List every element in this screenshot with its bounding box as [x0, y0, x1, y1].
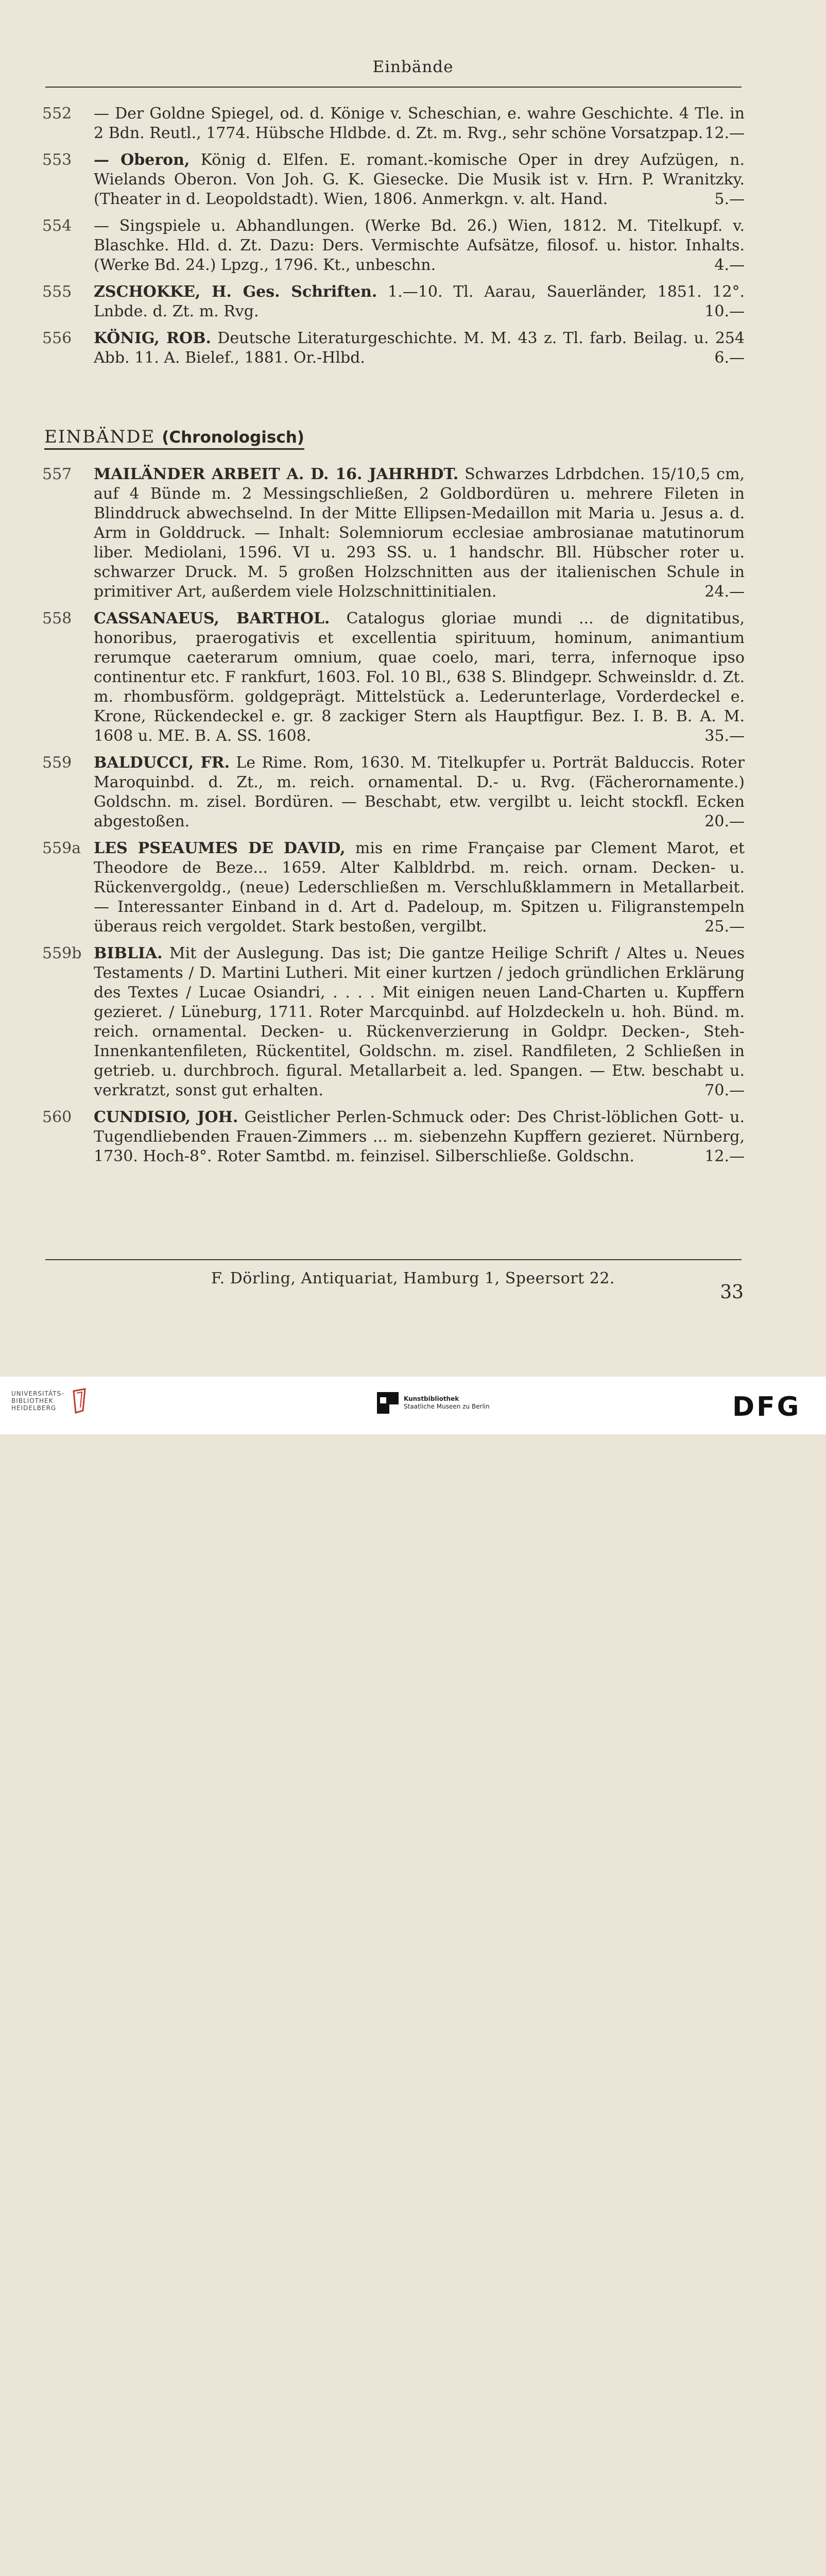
entry-body [94, 216, 745, 275]
entries-list-b [42, 465, 745, 1174]
entry-text: 1.—10. Tl. Aarau, Sauerländer, 1851. 12°. Lnbde. d. Zt. m. Rvg. [94, 283, 745, 320]
entry-body [94, 150, 745, 209]
entry-body [94, 839, 745, 937]
kb-line-2: Staatliche Museen zu Berlin [404, 1403, 490, 1410]
running-head: Einbände [372, 58, 454, 76]
entry-body [94, 1108, 745, 1166]
kunstbibliothek-logo[interactable] [377, 1392, 490, 1414]
entry-text: — Der Goldne Spiegel, od. d. Könige v. Scheschian, e. wahre Geschichte. 4 Tle. in 2 Bdn. Reutl., 1774. Hübsche Hldbde. d. Zt. m. Rvg., sehr schöne Vorsatzpap. [94, 105, 745, 142]
catalog-entry [42, 753, 745, 832]
entry-number: 559a [42, 839, 81, 857]
page-number: 33 [720, 1282, 744, 1303]
entry-heading: BIBLIA. [94, 944, 163, 962]
catalog-entry [42, 282, 745, 321]
entry-number: 555 [42, 283, 72, 301]
catalog-entry [42, 150, 745, 209]
entry-body [94, 609, 745, 746]
header-rule [45, 87, 742, 88]
kunstbibliothek-text [404, 1395, 490, 1411]
entry-text: Le Rime. Rom, 1630. M. Titelkupfer u. Porträt Balduccis. Roter Maroquinbd. d. Zt., m. reich. ornamental. D.- u. Rvg. (Fächerornamente.) Goldschn. m. zisel. Bordüren. — Beschabt, etw. vergilbt u. leicht stockfl. Ecken abgestoßen. [94, 754, 745, 831]
entry-number: 553 [42, 151, 72, 169]
dfg-logo[interactable] [732, 1391, 815, 1422]
entry-price: 5.— [714, 190, 745, 208]
digitization-bar [0, 1377, 826, 1434]
catalog-entry [42, 104, 745, 143]
entries-list-a [42, 104, 745, 375]
entry-text: mis en rime Française par Clement Marot, et Theodore de Beze... 1659. Alter Kalbldrbd. m. reich. ornam. Decken- u. Rückenvergoldg., (neue) Lederschließen m. Verschlußklammern in Metallarbeit. — Interessanter Einband in d. Art d. Padeloup, m. Spitzen u. Filigranstempeln überaus reich vergoldet. Stark bestoßen, vergilbt. [94, 839, 745, 936]
entry-heading: CUNDISIO, JOH. [94, 1108, 238, 1126]
entry-number: 556 [42, 329, 72, 347]
entry-price: 35.— [704, 727, 745, 745]
entry-heading: MAILÄNDER ARBEIT A. D. 16. JAHRHDT. [94, 465, 459, 483]
entry-body [94, 282, 745, 321]
entry-body [94, 465, 745, 602]
entry-heading: — Oberon, [94, 151, 190, 169]
entry-number: 554 [42, 217, 72, 235]
entry-number: 560 [42, 1108, 72, 1126]
logo-line-2: BIBLIOTHEK [11, 1397, 54, 1404]
catalog-entry [42, 1108, 745, 1166]
kb-line-1: Kunstbibliothek [404, 1395, 459, 1402]
entry-price: 20.— [704, 812, 745, 831]
section-title-main: EINBÄNDE [44, 427, 156, 447]
entry-text: Schwarzes Ldrbdchen. 15/10,5 cm, auf 4 Bünde m. 2 Messingschließen, 2 Goldbordüren u. mehrere Fileten in Blinddruck abwechselnd. In der Mitte Ellipsen-Medaillon mit Maria u. Jesus a. d. Arm in Golddruck. — Inhalt: Solemniorum ecclesiae ambrosianae matutinorum liber. Mediolani, 1596. VI u. 293 SS. u. 1 handschr. Bll. Hübscher roter u. schwarzer Druck. M. 5 großen Holzschnitten aus der italienischen Schule in primitiver Art, außerdem viele Holzschnittinitialen. [94, 465, 745, 601]
entry-heading: BALDUCCI, FR. [94, 754, 230, 772]
catalog-entry [42, 944, 745, 1100]
catalog-entry [42, 216, 745, 275]
catalog-entry [42, 465, 745, 602]
entry-price: 24.— [704, 583, 745, 601]
entry-text: Catalogus gloriae mundi ... de dignitatibus, honoribus, praerogativis et excellentia spirituum, hominum, animantium rerumque caeterarum omnium, quae coelo, mari, terra, infernoque ipso continentur etc. F rankfurt, 1603. Fol. 10 Bl., 638 S. Blindgepr. Schweinsldr. d. Zt. m. rhombusförm. goldgeprägt. Mittelstück a. Lederunterlage, Vorderdeckel e. Krone, Rückendeckel e. gr. 8 zackiger Stern als Hauptfigur. Bez. I. B. B. A. M. 1608 u. ME. B. A. SS. 1608. [94, 609, 745, 745]
entry-price: 70.— [704, 1081, 745, 1099]
entry-price: 10.— [704, 302, 745, 320]
catalog-entry [42, 329, 745, 368]
entry-price: 12.— [704, 1147, 745, 1165]
heidelberg-emblem-icon [70, 1388, 90, 1414]
entry-price: 12.— [704, 124, 745, 142]
entry-body [94, 753, 745, 832]
entry-price: 25.— [704, 918, 745, 936]
entry-number: 557 [42, 465, 72, 483]
entry-body [94, 329, 745, 368]
kunstbibliothek-emblem-icon [377, 1392, 399, 1414]
entry-body [94, 944, 745, 1100]
publisher-line: F. Dörling, Antiquariat, Hamburg 1, Speersort 22. [211, 1269, 615, 1287]
entry-heading: KÖNIG, ROB. [94, 329, 211, 347]
entry-number: 559b [42, 944, 82, 962]
section-title-sub: (Chronologisch) [162, 428, 304, 447]
dfg-wordmark-text: DFG [732, 1392, 801, 1420]
entry-text: Deutsche Literaturgeschichte. M. M. 43 z. Tl. farb. Beilag. u. 254 Abb. 11. A. Bielef., 1881. Or.-Hlbd. [94, 329, 745, 367]
entry-text: König d. Elfen. E. romant.-komische Oper in drey Aufzügen, n. Wielands Oberon. Von Joh. G. K. Giesecke. Die Musik ist v. Hrn. P. Wranitzky. (Theater in d. Leopoldstadt). Wien, 1806. Anmerkgn. v. alt. Hand. [94, 151, 745, 208]
entry-heading: LES PSEAUMES DE DAVID, [94, 839, 346, 857]
entry-heading: ZSCHOKKE, H. Ges. Schriften. [94, 283, 377, 301]
footer-rule [45, 1259, 742, 1260]
entry-body [94, 104, 745, 143]
entry-number: 552 [42, 105, 72, 123]
dfg-wordmark-icon [732, 1391, 815, 1420]
entry-text: Geistlicher Perlen-Schmuck oder: Des Christ-löblichen Gott- u. Tugendliebenden Frauen-Zimmers ... m. siebenzehn Kupffern gezieret. Nürnberg, 1730. Hoch-8°. Roter Samtbd. m. feinzisel. Silberschließe. Goldschn. [94, 1108, 745, 1165]
entry-number: 559 [42, 754, 72, 772]
heidelberg-logo-text [11, 1390, 64, 1412]
logo-line-1: UNIVERSITÄTS- [11, 1390, 64, 1397]
entry-price: 6.— [714, 349, 745, 367]
catalog-entry [42, 839, 745, 937]
entry-text: Mit der Auslegung. Das ist; Die gantze Heilige Schrift / Altes u. Neues Testaments / D. Martini Lutheri. Mit einer kurtzen / jedoch gründlichen Erklärung des Textes / Lucae Osiandri, . . . . Mit einigen neuen Land-Charten u. Kupffern gezieret. / Lüneburg, 1711. Roter Marcquinbd. auf Holzdeckeln u. hoh. Bünd. m. reich. ornamental. Decken- u. Rückenverzierung in Goldpr. Decken-, Steh-Innenkantenfileten, Rückentitel, Goldschn. m. zisel. Randfileten, 2 Schließen in getrieb. u. durchbroch. figural. Metallarbeit a. led. Spangen. — Etw. beschabt u. verkratzt, sonst gut erhalten. [94, 944, 745, 1099]
entry-heading: CASSANAEUS, BARTHOL. [94, 609, 330, 628]
section-title [44, 427, 304, 450]
heidelberg-library-logo[interactable] [11, 1388, 90, 1414]
catalog-entry [42, 609, 745, 746]
logo-line-3: HEIDELBERG [11, 1404, 57, 1412]
entry-number: 558 [42, 609, 72, 628]
entry-price: 4.— [714, 256, 745, 274]
entry-text: — Singspiele u. Abhandlungen. (Werke Bd. 26.) Wien, 1812. M. Titelkupf. v. Blaschke. Hld. d. Zt. Dazu: Ders. Vermischte Aufsätze, filosof. u. histor. Inhalts. (Werke Bd. 24.) Lpzg., 1796. Kt., unbeschn. [94, 217, 745, 274]
